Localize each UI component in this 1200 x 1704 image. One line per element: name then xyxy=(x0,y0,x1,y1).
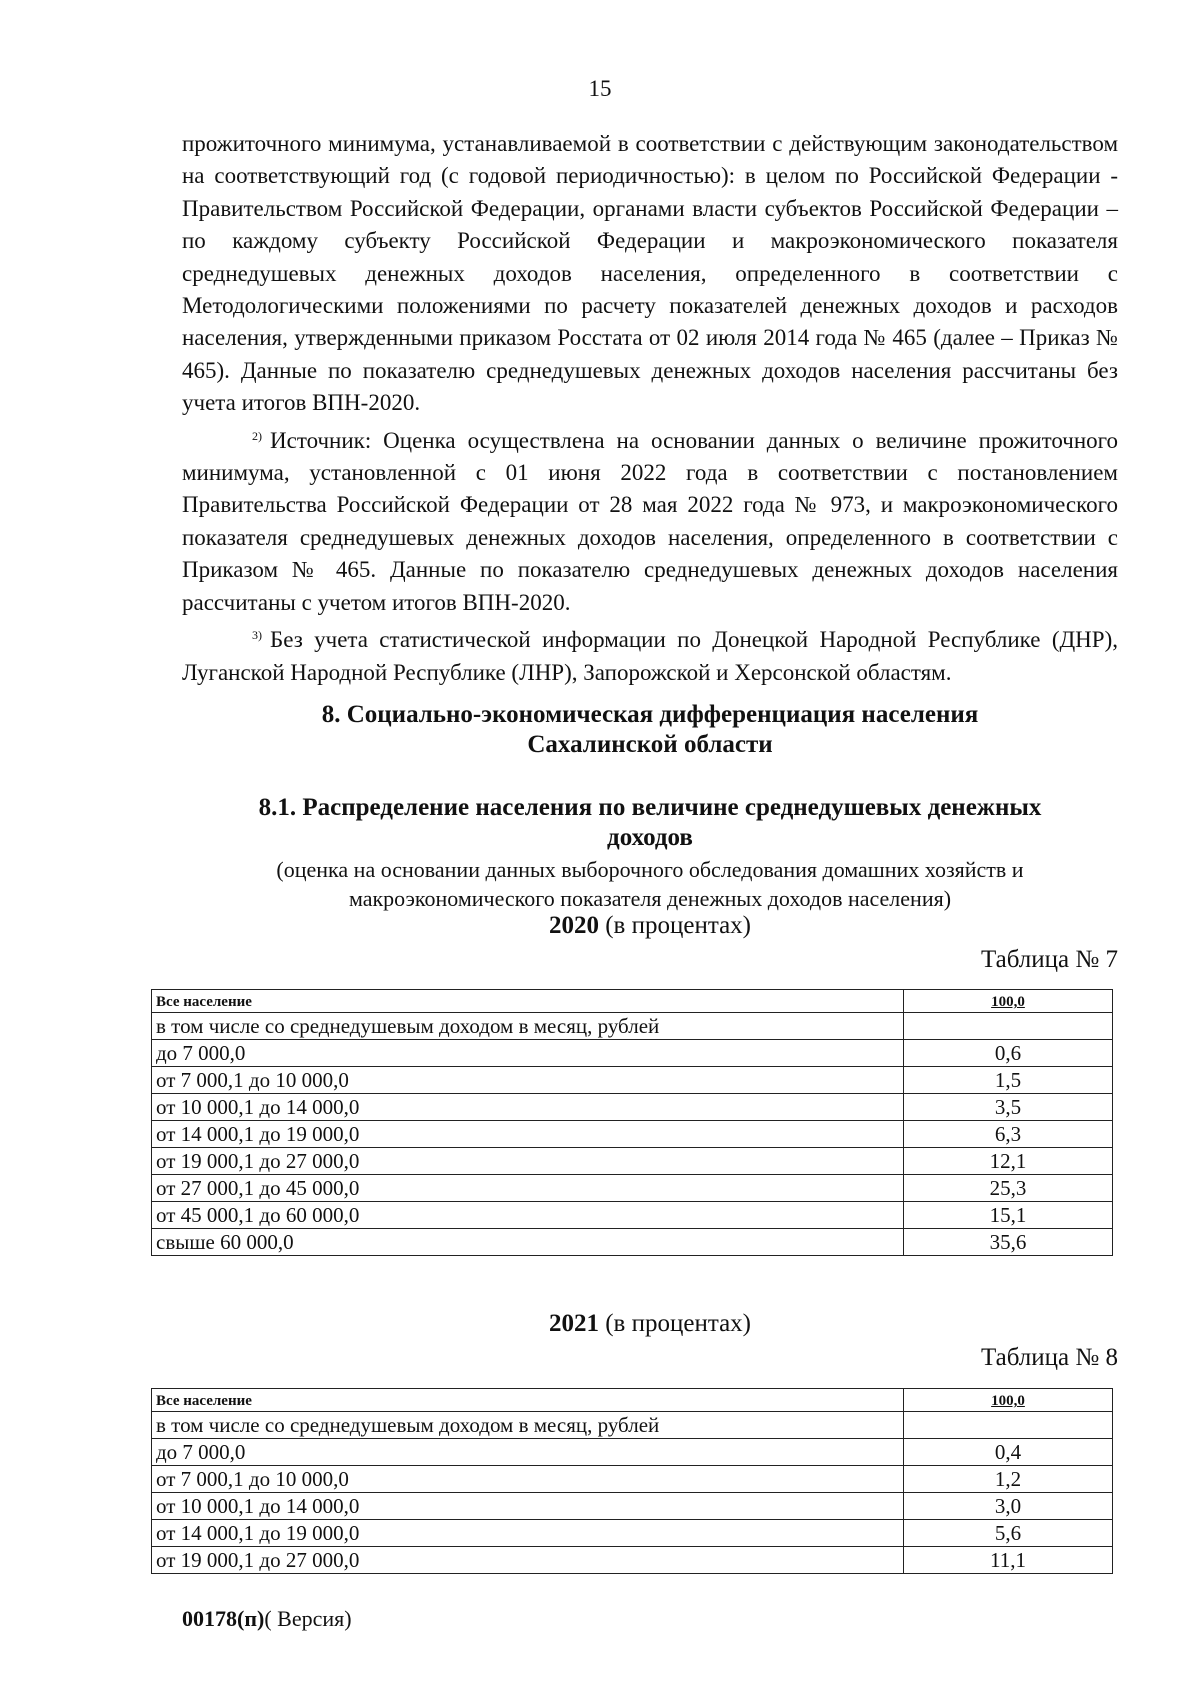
subheader-label: в том числе со среднедушевым доходом в месяц, рублей xyxy=(152,1013,904,1040)
total-label: Все население xyxy=(152,990,904,1013)
subheader-value xyxy=(904,1013,1113,1040)
table-row xyxy=(152,1040,1113,1067)
percent-value: 6,3 xyxy=(904,1121,1113,1148)
table-row xyxy=(152,1148,1113,1175)
subsection-subtitle xyxy=(182,855,1118,913)
subheader-label: в том числе со среднедушевым доходом в месяц, рублей xyxy=(152,1412,904,1439)
table-row xyxy=(152,1493,1113,1520)
table7-label: Таблица № 7 xyxy=(980,946,1118,973)
section-heading-line-1: 8. Социально-экономическая дифференциация населения xyxy=(321,701,979,728)
table-row xyxy=(152,1520,1113,1547)
percent-value: 3,5 xyxy=(904,1094,1113,1121)
table-row xyxy=(152,1175,1113,1202)
income-range: от 14 000,1 до 19 000,0 xyxy=(152,1121,904,1148)
footnote-3-text: Без учета статистической информации по Донецкой Народной Республике (ДНР), Луганской Народной Республике (ЛНР), Запорожской и Херсонской областям. xyxy=(182,627,1118,685)
table8 xyxy=(151,1388,1113,1574)
table8-year: 2021 xyxy=(548,1310,599,1337)
percent-value: 0,6 xyxy=(904,1040,1113,1067)
section-heading xyxy=(182,700,1118,760)
income-range: от 7 000,1 до 10 000,0 xyxy=(152,1466,904,1493)
table8-label: Таблица № 8 xyxy=(980,1344,1118,1371)
income-range: от 45 000,1 до 60 000,0 xyxy=(152,1202,904,1229)
footnote-marker-3: 3) xyxy=(252,628,262,643)
table-row-total xyxy=(152,990,1113,1013)
income-range: от 14 000,1 до 19 000,0 xyxy=(152,1520,904,1547)
table-row-total xyxy=(152,1389,1113,1412)
percent-value: 35,6 xyxy=(904,1229,1113,1256)
percent-value: 3,0 xyxy=(904,1493,1113,1520)
table7-year: 2020 xyxy=(548,912,599,939)
table-row xyxy=(152,1466,1113,1493)
page-number: 15 xyxy=(588,76,612,101)
table-row xyxy=(152,1202,1113,1229)
table-row xyxy=(152,1439,1113,1466)
body-text xyxy=(182,128,1118,689)
income-range: от 10 000,1 до 14 000,0 xyxy=(152,1493,904,1520)
paragraph-continuation: прожиточного минимума, устанавливаемой в соответствии с действующим законодательством на соответствующий год (с годовой периодичностью): в целом по Российской Федерации - Правительством Российской Федерации, органами власти субъектов Российской Федерации – по каждому субъекту Российской Федерации и макроэкономического показателя среднедушевых денежных доходов населения, определенного в соответствии с Методологическими положениями по расчету показателей денежных доходов и расходов населения, утвержденными приказом Росстата от 02 июля 2014 года № 465 (далее – Приказ № 465). Данные по показателю среднедушевых денежных доходов населения рассчитаны без учета итогов ВПН-2020. xyxy=(182,131,1118,416)
table-row xyxy=(152,1094,1113,1121)
percent-value: 15,1 xyxy=(904,1202,1113,1229)
subtitle-line-1: (оценка на основании данных выборочного обследования домашних хозяйств и xyxy=(276,857,1024,882)
percent-value: 12,1 xyxy=(904,1148,1113,1175)
table-row xyxy=(152,1067,1113,1094)
footnote-3 xyxy=(182,619,1118,689)
table7-caption xyxy=(182,912,1118,940)
percent-value: 5,6 xyxy=(904,1520,1113,1547)
income-range: от 19 000,1 до 27 000,0 xyxy=(152,1148,904,1175)
footnote-2-text: Источник: Оценка осуществлена на основании данных о величине прожиточного минимума, установленной с 01 июня 2022 года в соответствии с постановлением Правительства Российской Федерации от 28 мая 2022 года № 973, и макроэкономического показателя среднедушевых денежных доходов населения, определенного в соответствии с Приказом № 465. Данные по показателю среднедушевых денежных доходов населения рассчитаны с учетом итогов ВПН-2020. xyxy=(182,427,1118,615)
percent-value: 25,3 xyxy=(904,1175,1113,1202)
income-range: до 7 000,0 xyxy=(152,1439,904,1466)
total-value: 100,0 xyxy=(904,1389,1113,1412)
income-range: от 19 000,1 до 27 000,0 xyxy=(152,1547,904,1574)
table7 xyxy=(151,989,1113,1256)
footer-version: ( Версия) xyxy=(264,1606,352,1631)
table7-unit: (в процентах) xyxy=(605,912,751,939)
income-range: до 7 000,0 xyxy=(152,1040,904,1067)
section-heading-line-2: Сахалинской области xyxy=(527,731,773,758)
subtitle-line-2: макроэкономического показателя денежных доходов населения) xyxy=(348,886,952,911)
subheader-value xyxy=(904,1412,1113,1439)
subsection-heading-line-1: 8.1. Распределение населения по величине среднедушевых денежных xyxy=(258,794,1042,821)
percent-value: 1,2 xyxy=(904,1466,1113,1493)
table-row-subheader xyxy=(152,1412,1113,1439)
table-row xyxy=(152,1121,1113,1148)
table8-caption xyxy=(182,1310,1118,1338)
subsection-heading xyxy=(182,793,1118,853)
income-range: от 7 000,1 до 10 000,0 xyxy=(152,1067,904,1094)
document-footer xyxy=(182,1606,352,1632)
table-row xyxy=(152,1547,1113,1574)
table-row-subheader xyxy=(152,1013,1113,1040)
table-row xyxy=(152,1229,1113,1256)
income-range: свыше 60 000,0 xyxy=(152,1229,904,1256)
footnote-marker-2: 2) xyxy=(252,428,262,443)
footnote-2 xyxy=(182,420,1118,619)
percent-value: 11,1 xyxy=(904,1547,1113,1574)
percent-value: 1,5 xyxy=(904,1067,1113,1094)
total-label: Все население xyxy=(152,1389,904,1412)
percent-value: 0,4 xyxy=(904,1439,1113,1466)
subsection-heading-line-2: доходов xyxy=(607,824,693,851)
income-range: от 10 000,1 до 14 000,0 xyxy=(152,1094,904,1121)
footer-code: 00178(п) xyxy=(182,1606,265,1631)
income-range: от 27 000,1 до 45 000,0 xyxy=(152,1175,904,1202)
total-value: 100,0 xyxy=(904,990,1113,1013)
table8-unit: (в процентах) xyxy=(605,1310,751,1337)
